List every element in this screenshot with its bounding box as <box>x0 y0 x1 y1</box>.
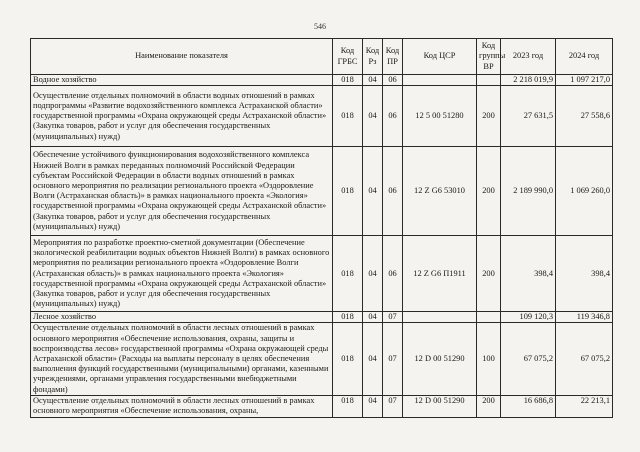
header-2023: 2023 год <box>501 39 556 75</box>
table-row <box>31 86 613 147</box>
row-rz: 04 <box>363 236 383 312</box>
row-2024: 1 097 217,0 <box>556 75 613 86</box>
row-csr <box>403 312 477 323</box>
header-2024: 2024 год <box>556 39 613 75</box>
row-vr: 200 <box>477 86 501 147</box>
row-vr: 200 <box>477 236 501 312</box>
table-row <box>31 75 613 86</box>
row-name: Водное хозяйство <box>31 75 333 86</box>
row-2024: 67 075,2 <box>556 323 613 395</box>
row-csr: 12 D 00 51290 <box>403 395 477 417</box>
row-name: Осуществление отдельных полномочий в области лесных отношений в рамках основного мероприятия «Обеспечение использования, охраны, <box>31 395 333 417</box>
table-row <box>31 323 613 395</box>
row-csr <box>403 75 477 86</box>
row-vr: 100 <box>477 323 501 395</box>
header-name: Наименование показателя <box>31 39 333 75</box>
row-2024: 1 069 260,0 <box>556 147 613 236</box>
row-vr <box>477 312 501 323</box>
row-pr: 07 <box>383 323 403 395</box>
row-2024: 398,4 <box>556 236 613 312</box>
row-rz: 04 <box>363 395 383 417</box>
row-name: Осуществление отдельных полномочий в области лесных отношений в рамках основного мероприятия «Обеспечение использования, охраны, защиты и воспроизводства лесов» государственной программы «Охрана окружающей среды Астраханской области» (Расходы на выплаты персоналу в целях обеспечения выполнения функций государственными (муниципальными) органами, казенными учреждениями, органами управления государственными внебюджетными фондами) <box>31 323 333 395</box>
page-number: 546 <box>314 22 326 31</box>
header-rz: Код Рз <box>363 39 383 75</box>
row-2023: 27 631,5 <box>501 86 556 147</box>
row-name: Лесное хозяйство <box>31 312 333 323</box>
row-vr <box>477 75 501 86</box>
row-2023: 109 120,3 <box>501 312 556 323</box>
row-2023: 2 189 990,0 <box>501 147 556 236</box>
row-grbs: 018 <box>333 75 363 86</box>
table-row <box>31 147 613 236</box>
row-vr: 200 <box>477 147 501 236</box>
table-header-row <box>31 39 613 75</box>
row-grbs: 018 <box>333 323 363 395</box>
row-2023: 2 218 019,9 <box>501 75 556 86</box>
header-pr: Код ПР <box>383 39 403 75</box>
row-pr: 07 <box>383 312 403 323</box>
row-grbs: 018 <box>333 147 363 236</box>
row-2024: 119 346,8 <box>556 312 613 323</box>
row-2024: 27 558,6 <box>556 86 613 147</box>
row-name: Мероприятия по разработке проектно-сметной документации (Обеспечение экологической реабилитации водных объектов Нижней Волги) в рамках основного мероприятия по реализации регионального проекта «Оздоровление Волги (Астраханская область)» в рамках национального проекта «Экология» государственной программы «Охрана окружающей среды Астраханской области» (Закупка товаров, работ и услуг для обеспечения государственных (муниципальных) нужд) <box>31 236 333 312</box>
row-grbs: 018 <box>333 236 363 312</box>
table-row <box>31 395 613 417</box>
row-grbs: 018 <box>333 312 363 323</box>
row-2023: 16 686,8 <box>501 395 556 417</box>
row-2024: 22 213,1 <box>556 395 613 417</box>
table-row <box>31 312 613 323</box>
row-pr: 06 <box>383 86 403 147</box>
row-name: Осуществление отдельных полномочий в области водных отношений в рамках подпрограммы «Развитие водохозяйственного комплекса Астраханской области» государственной программы «Охрана окружающей среды Астраханской области» (Закупка товаров, работ и услуг для обеспечения государственных (муниципальных) нужд) <box>31 86 333 147</box>
row-pr: 06 <box>383 75 403 86</box>
row-2023: 398,4 <box>501 236 556 312</box>
header-grbs: Код ГРБС <box>333 39 363 75</box>
row-csr: 12 D 00 51290 <box>403 323 477 395</box>
budget-table <box>30 38 613 418</box>
row-name: Обеспечение устойчивого функционирования водохозяйственного комплекса Нижней Волги в рамках переданных полномочий Российской Федерации субъектам Российской Федерации в области водных отношений в рамках основного мероприятия по реализации регионального проекта «Оздоровление Волги (Астраханская область)» в рамках национального проекта «Экология» государственной программы «Охрана окружающей среды Астраханской области» (Закупка товаров, работ и услуг для обеспечения государственных (муниципальных) нужд) <box>31 147 333 236</box>
row-csr: 12 Z G6 53010 <box>403 147 477 236</box>
row-pr: 07 <box>383 395 403 417</box>
table-row <box>31 236 613 312</box>
row-grbs: 018 <box>333 86 363 147</box>
row-pr: 06 <box>383 236 403 312</box>
row-pr: 06 <box>383 147 403 236</box>
row-rz: 04 <box>363 75 383 86</box>
row-rz: 04 <box>363 323 383 395</box>
row-rz: 04 <box>363 86 383 147</box>
row-csr: 12 5 00 51280 <box>403 86 477 147</box>
row-rz: 04 <box>363 312 383 323</box>
row-rz: 04 <box>363 147 383 236</box>
row-vr: 200 <box>477 395 501 417</box>
row-csr: 12 Z G6 П1911 <box>403 236 477 312</box>
header-csr: Код ЦСР <box>403 39 477 75</box>
row-grbs: 018 <box>333 395 363 417</box>
row-2023: 67 075,2 <box>501 323 556 395</box>
header-vr: Код группы ВР <box>477 39 501 75</box>
